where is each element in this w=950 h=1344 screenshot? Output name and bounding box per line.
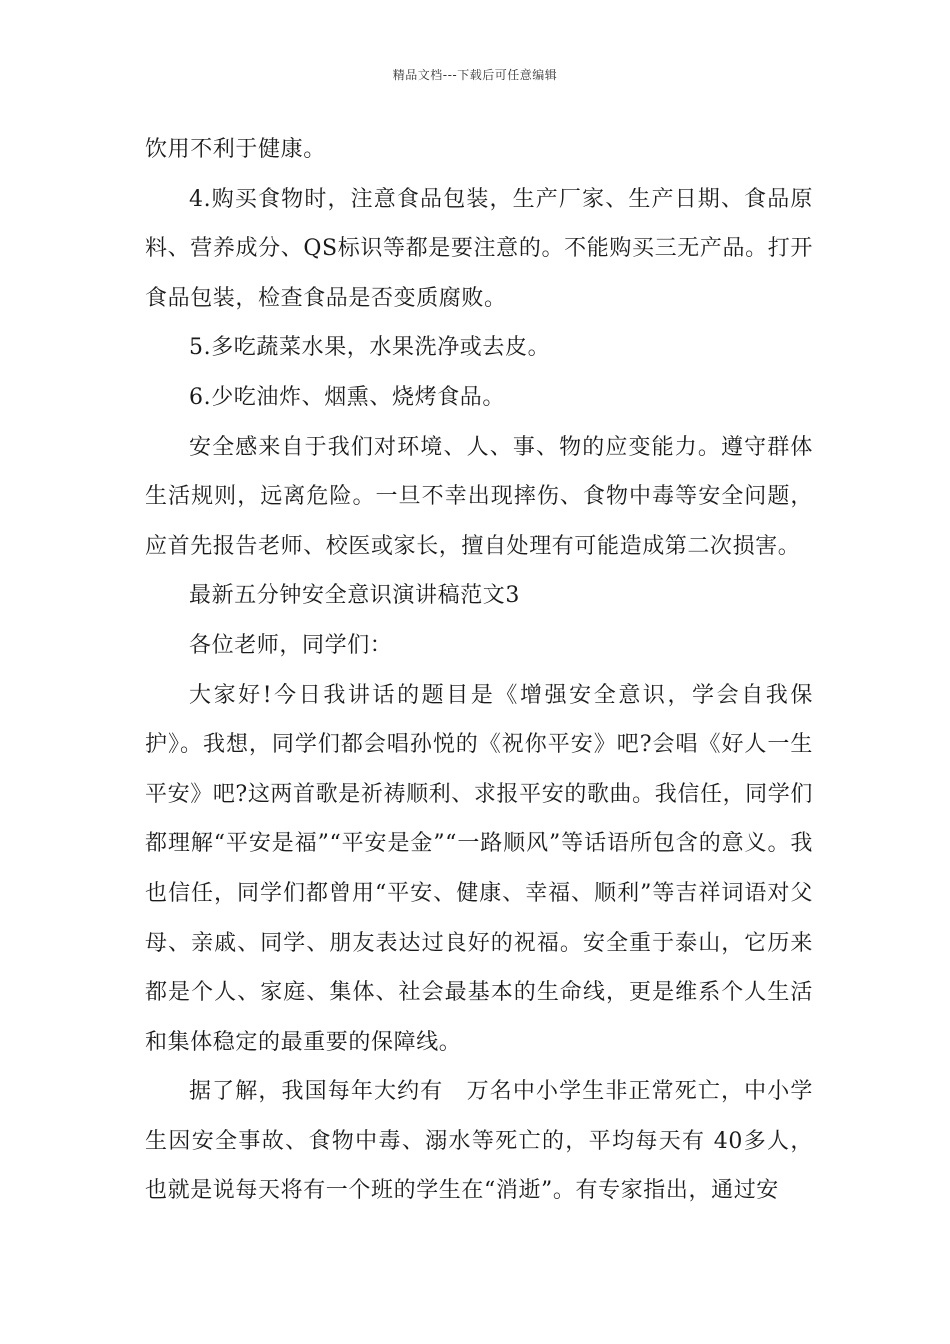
paragraph-item-4: 4.购买食物时，注意食品包装，生产厂家、生产日期、食品原料、营养成分、QS标识等都是要注意的。不能购买三无产品。打开食品包装，检查食品是否变质腐败。 <box>145 186 813 311</box>
page-header: 精品文档---下载后可任意编辑 <box>392 68 558 82</box>
salutation: 各位老师，同学们： <box>189 632 393 658</box>
paragraph-continuation: 饮用不利于健康。 <box>145 137 326 162</box>
paragraph-item-5: 5.多吃蔬菜水果，水果洗净或去皮。 <box>189 335 551 361</box>
paragraph-statistics: 据了解，我国每年大约有 万名中小学生非正常死亡，中小学生因安全事故、食物中毒、溺水等死亡的，平均每天有 40多人，也就是说每天将有一个班的学生在“消逝”。有专家指出，通过安 <box>145 1079 813 1204</box>
section-title: 最新五分钟安全意识演讲稿范文3 <box>189 583 520 609</box>
paragraph-speech-intro: 大家好!今日我讲话的题目是《增强安全意识，学会自我保护》。我想，同学们都会唱孙悦的《祝你平安》吧?会唱《好人一生平安》吧?这两首歌是祈祷顺利、求报平安的歌曲。我信任，同学们都理解“平安是福”“平安是金”“一路顺风”等话语所包含的意义。我也信任，同学们都曾用“平安、健康、幸福、顺利”等吉祥词语对父母、亲戚、同学、朋友表达过良好的祝福。安全重于泰山，它历来都是个人、家庭、集体、社会最基本的生命线，更是维系个人生活和集体稳定的最重要的保障线。 <box>145 682 813 1055</box>
document-body <box>145 125 813 1216</box>
paragraph-safety-summary: 安全感来自于我们对环境、人、事、物的应变能力。遵守群体生活规则，远离危险。一旦不幸出现摔伤、食物中毒等安全问题，应首先报告老师、校医或家长，擅自处理有可能造成第二次损害。 <box>145 434 813 559</box>
paragraph-item-6: 6.少吃油炸、烟熏、烧烤食品。 <box>189 384 505 410</box>
